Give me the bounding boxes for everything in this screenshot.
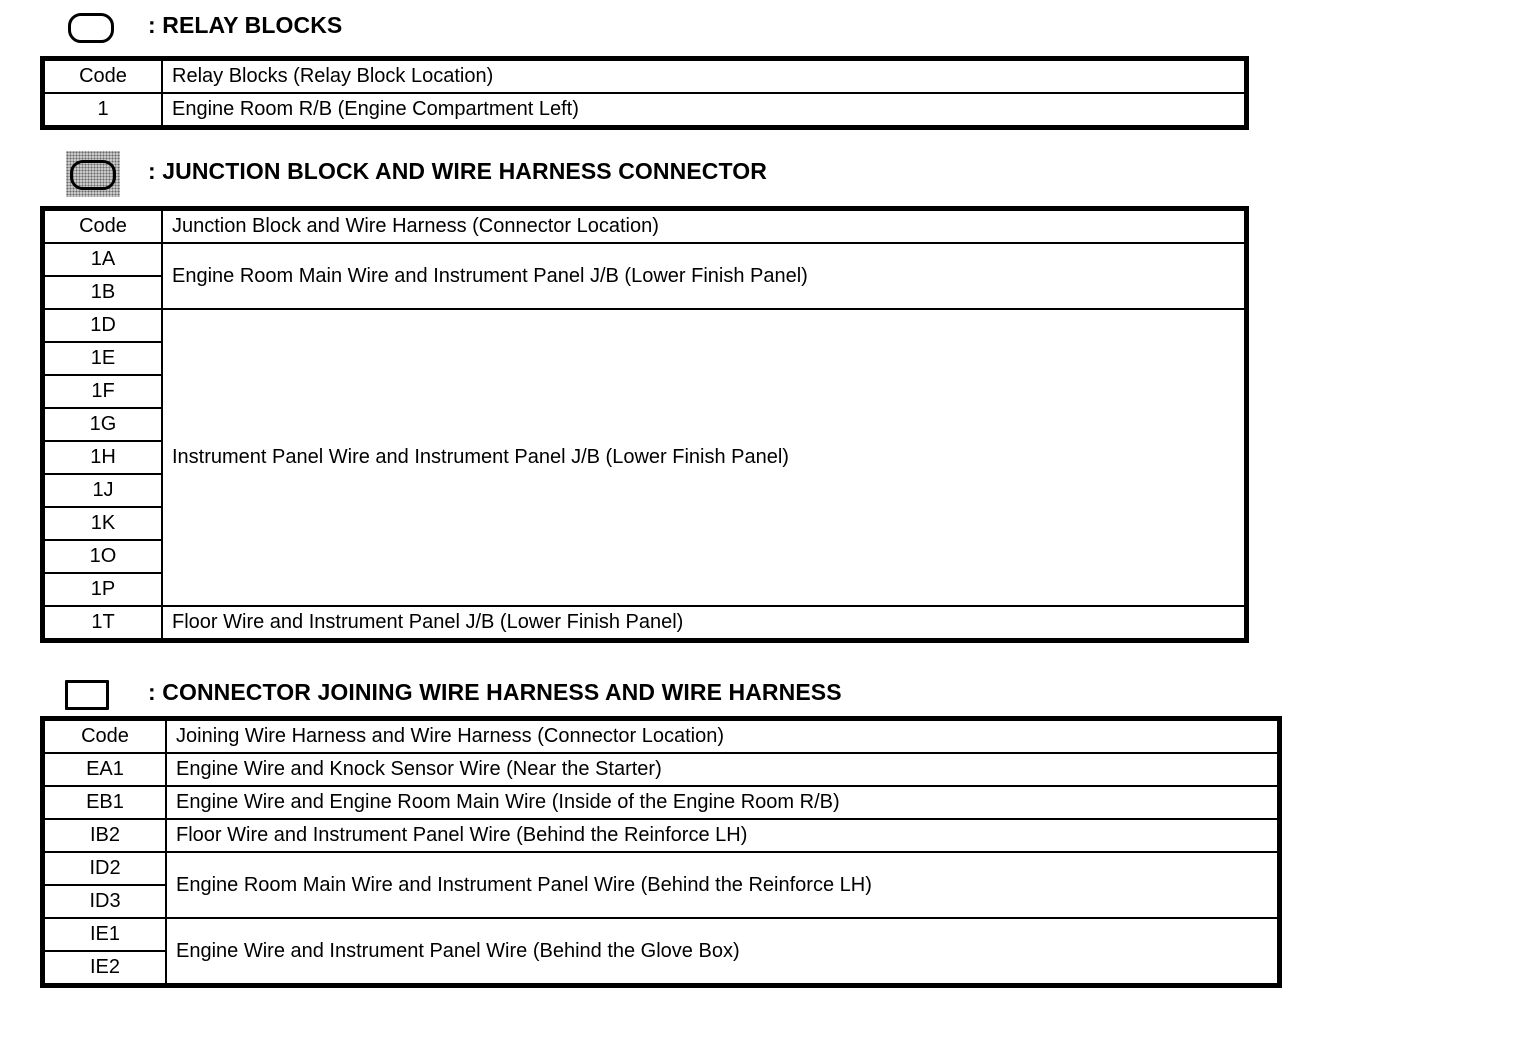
table-header-row bbox=[44, 210, 1245, 243]
relay-blocks-table bbox=[43, 59, 1246, 127]
table-row bbox=[44, 786, 1278, 819]
code-cell: ID3 bbox=[44, 885, 166, 918]
column-header-description: Junction Block and Wire Harness (Connector Location) bbox=[162, 210, 1245, 243]
description-cell: Instrument Panel Wire and Instrument Panel J/B (Lower Finish Panel) bbox=[162, 309, 1245, 606]
code-cell: 1E bbox=[44, 342, 162, 375]
code-cell: EA1 bbox=[44, 753, 166, 786]
code-cell: ID2 bbox=[44, 852, 166, 885]
description-cell: Engine Room R/B (Engine Compartment Left) bbox=[162, 93, 1245, 126]
table-header-row bbox=[44, 720, 1278, 753]
code-cell: 1O bbox=[44, 540, 162, 573]
joining-connector-table bbox=[43, 719, 1279, 985]
code-cell: 1J bbox=[44, 474, 162, 507]
code-cell: IE1 bbox=[44, 918, 166, 951]
table-row bbox=[44, 918, 1278, 951]
column-header-description: Relay Blocks (Relay Block Location) bbox=[162, 60, 1245, 93]
table-row bbox=[44, 819, 1278, 852]
code-cell: 1G bbox=[44, 408, 162, 441]
junction-block-symbol-icon bbox=[70, 160, 116, 190]
description-cell: Engine Wire and Instrument Panel Wire (Behind the Glove Box) bbox=[166, 918, 1278, 984]
code-cell: 1K bbox=[44, 507, 162, 540]
column-header-code: Code bbox=[44, 720, 166, 753]
joining-connector-title: : CONNECTOR JOINING WIRE HARNESS AND WIRE HARNESS bbox=[148, 679, 842, 705]
column-header-code: Code bbox=[44, 210, 162, 243]
description-cell: Engine Wire and Knock Sensor Wire (Near the Starter) bbox=[166, 753, 1278, 786]
code-cell: IB2 bbox=[44, 819, 166, 852]
description-cell: Floor Wire and Instrument Panel J/B (Lower Finish Panel) bbox=[162, 606, 1245, 639]
junction-block-table bbox=[43, 209, 1246, 640]
code-cell: 1D bbox=[44, 309, 162, 342]
code-cell: 1P bbox=[44, 573, 162, 606]
code-cell: 1F bbox=[44, 375, 162, 408]
table-row bbox=[44, 93, 1245, 126]
table-row bbox=[44, 852, 1278, 885]
code-cell: 1A bbox=[44, 243, 162, 276]
description-cell: Floor Wire and Instrument Panel Wire (Behind the Reinforce LH) bbox=[166, 819, 1278, 852]
relay-block-symbol-icon bbox=[68, 13, 114, 43]
description-cell: Engine Room Main Wire and Instrument Panel J/B (Lower Finish Panel) bbox=[162, 243, 1245, 309]
description-cell: Engine Room Main Wire and Instrument Panel Wire (Behind the Reinforce LH) bbox=[166, 852, 1278, 918]
table-row bbox=[44, 309, 1245, 342]
column-header-description: Joining Wire Harness and Wire Harness (Connector Location) bbox=[166, 720, 1278, 753]
table-row bbox=[44, 753, 1278, 786]
joining-connector-symbol-icon bbox=[65, 680, 109, 710]
code-cell: IE2 bbox=[44, 951, 166, 984]
table-row bbox=[44, 606, 1245, 639]
junction-block-title: : JUNCTION BLOCK AND WIRE HARNESS CONNECTOR bbox=[148, 158, 767, 184]
relay-blocks-title: : RELAY BLOCKS bbox=[148, 12, 343, 38]
column-header-code: Code bbox=[44, 60, 162, 93]
table-header-row bbox=[44, 60, 1245, 93]
code-cell: 1 bbox=[44, 93, 162, 126]
code-cell: 1H bbox=[44, 441, 162, 474]
description-cell: Engine Wire and Engine Room Main Wire (Inside of the Engine Room R/B) bbox=[166, 786, 1278, 819]
code-cell: 1B bbox=[44, 276, 162, 309]
table-row bbox=[44, 243, 1245, 276]
code-cell: EB1 bbox=[44, 786, 166, 819]
code-cell: 1T bbox=[44, 606, 162, 639]
